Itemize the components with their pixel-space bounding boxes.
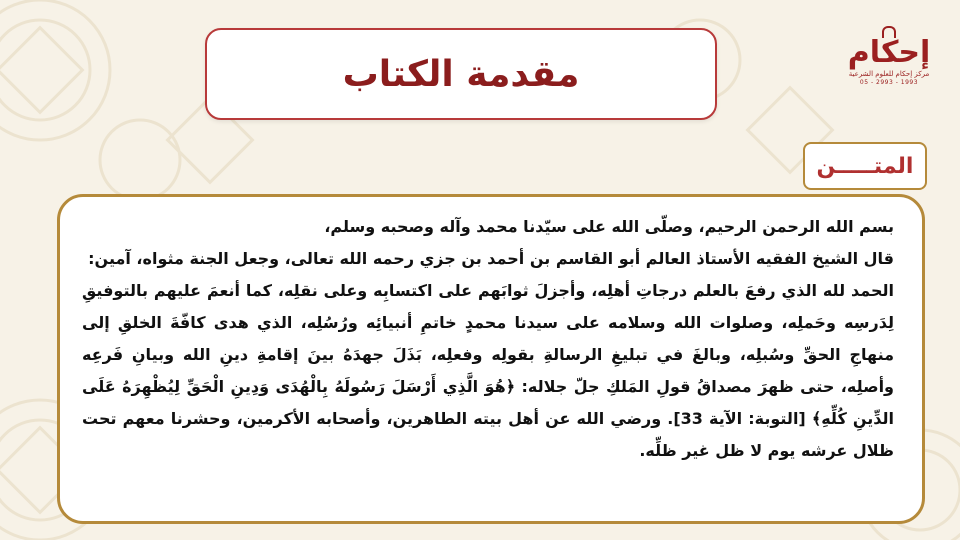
logo-phone: 05 - 2993 - 1993 [859, 79, 919, 86]
text-panel [57, 194, 925, 524]
paragraph-main: الحمد لله الذي رفعَ بالعلم درجاتِ أهلِه، وأجزلَ ثوابَهم على اكتسابِه وعلى نقلِه، كما أنعمَ عليهم بالتوفيقِ لِدَرسِه وحَملِه، وصلوات الله وسلامه على سيدنا محمدٍ خاتمِ أنبيائِه ورُسُلِه، الذي هدى كافّةَ الخلقِ إلى منهاجِ الحقِّ وسُبلِه، وبالغَ في تبليغِ الرسالةِ بقولِه وفعلِه، بَذَلَ جهدَهُ بينَ إقامةِ دينِ الله وبيانِ فَرعِه وأصلِه، حتى ظهرَ مصداقُ قولِ المَلكِ جلّ جلاله: ﴿هُوَ الَّذِي أَرْسَلَ رَسُولَهُ بِالْهُدَى وَدِينِ الْحَقِّ لِيُظْهِرَهُ عَلَى الدِّينِ كُلِّهِ﴾ [التوبة: الآية 33]. ورضي الله عن أهل بيته الطاهرين، وأصحابه الأكرمين، وحشرنا معهم تحت ظلال عرشه يوم لا ظل غير ظلِّه. [82, 281, 895, 460]
paragraph-author: قال الشيخ الفقيه الأستاذ العالم أبو القاسم بن أحمد بن جزي رحمه الله تعالى، وجعل الجنة مثواه، آمين: [88, 249, 894, 268]
title-banner [205, 28, 717, 120]
page-title: مقدمة الكتاب [342, 53, 580, 95]
logo-name: إحكام [847, 35, 931, 70]
paragraph-basmala: بسم الله الرحمن الرحيم، وصلّى الله على سيّدنا محمد وآله وصحبه وسلم، [324, 217, 894, 236]
section-label-box [803, 142, 927, 190]
logo-subtitle: مركز إحكام للعلوم الشرعية [848, 70, 930, 78]
section-label: المتـــــن [816, 153, 914, 179]
logo [848, 26, 930, 96]
